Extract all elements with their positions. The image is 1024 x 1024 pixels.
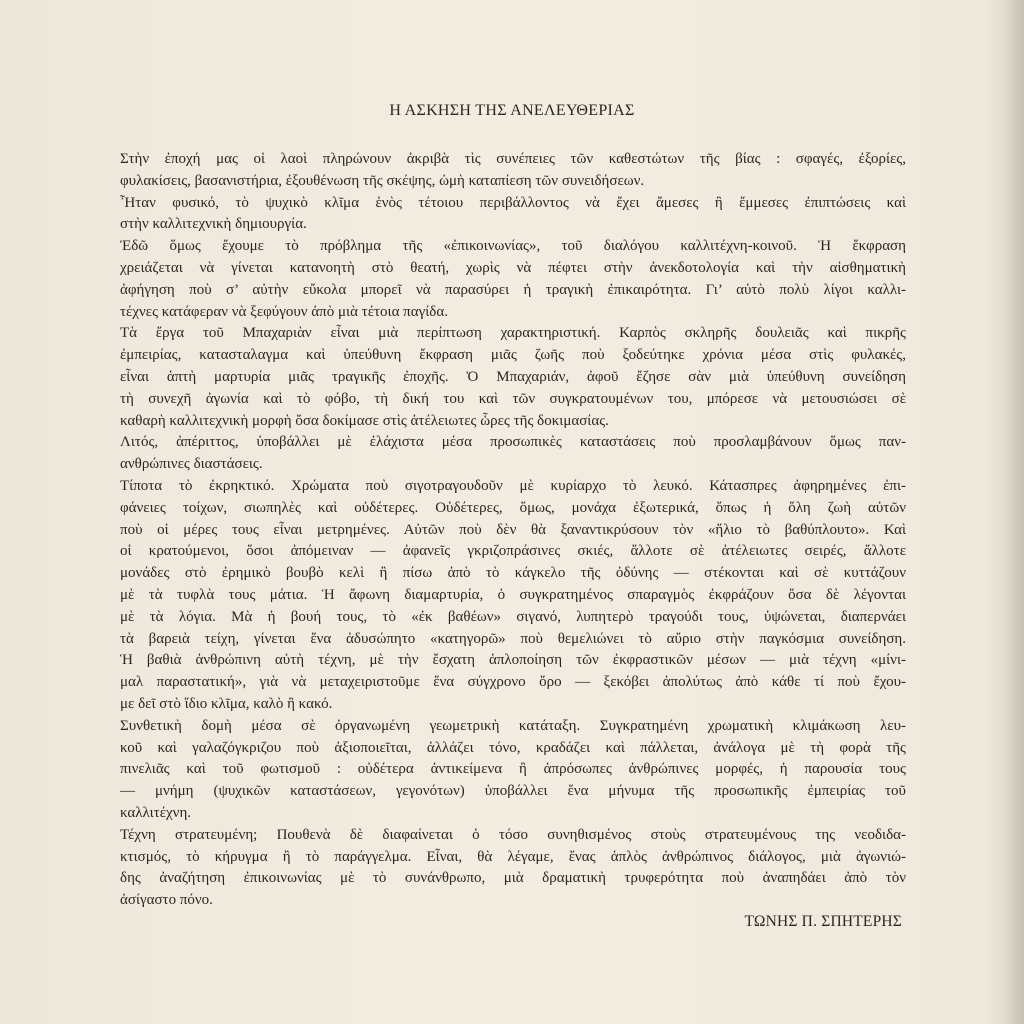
paragraph xyxy=(120,149,906,193)
paragraph xyxy=(120,825,906,912)
paragraph xyxy=(120,323,906,432)
text-line: εἶναι ἁπτὴ μαρτυρία μιᾶς τραγικῆς ἐποχῆς. Ὁ Μπαχαριάν, ἀφοῦ ἔζησε σὰν μιὰ ὑπεύθυνη συνείδηση xyxy=(120,368,906,385)
text-line: μαλ παραστατική», γιὰ νὰ μεταχειριστοῦμε ἕνα σύγχρονο ὅρο — ξεκόβει ἀπολύτως ἀπὸ κάθε τί ποὺ ἔχου- xyxy=(120,674,906,691)
text-line: ἐμπειρίας, κατασταλαγμα καὶ ὑπεύθυνη ἔκφραση μιᾶς ζωῆς ποὺ ξοδεύτηκε χρόνια μέσα στὶς φυλακές, xyxy=(120,347,906,364)
text-line: Τὰ ἔργα τοῦ Μπαχαριὰν εἶναι μιὰ περίπτωση χαρακτηριστική. Καρπὸς σκληρῆς δουλειᾶς καὶ πικρῆς xyxy=(120,325,906,342)
text-line: κοῦ καὶ γαλαζόγκριζου ποὺ ἀξιοποιεῖται, ἀλλάζει τόνο, κραδάζει καὶ πάλλεται, ἀνάλογα μὲ τὴ φορὰ τῆς xyxy=(120,739,906,756)
text-line: καθαρὴ καλλιτεχνικὴ μορφὴ ὅσα δοκίμασε στὶς ἀτέλειωτες ὧρες τῆς δοκιμασίας. xyxy=(120,412,609,429)
essay-title: Η ΑΣΚΗΣΗ ΤΗΣ ΑΝΕΛΕΥΘΕΡΙΑΣ xyxy=(389,102,635,119)
text-line: οἱ κρατούμενοι, ὅσοι ἀπόμειναν — ἀφανεῖς γκριζοπράσινες σκιές, ἄλλοτε σὲ ἀτέλειωτες σειρές, ἄλλοτε xyxy=(120,543,906,560)
essay-body xyxy=(120,149,906,912)
paragraph xyxy=(120,716,906,825)
text-line: δης ἀναζήτηση ἐπικοινωνίας μὲ τὸ συνάνθρωπο, μιὰ δραματικὴ τρυφερότητα ποὺ ἀναπηδάει ἀπὸ τὸν xyxy=(120,870,906,887)
text-line: πινελιᾶς καὶ τοῦ φωτισμοῦ : οὐδέτερα ἀντικείμενα ἢ ἀπρόσωπες ἀνθρώπινες μορφές, ἡ παρουσία τους xyxy=(120,761,906,778)
text-line: μονάδες στὸ ἐρημικὸ βουβὸ κελὶ ἢ πίσω ἀπὸ τὸ κάγκελο τῆς ὀδύνης — στέκονται καὶ σὲ κυττάζουν xyxy=(120,565,906,582)
paragraph xyxy=(120,236,906,323)
text-line: ποὺ οἱ μέρες τους εἶναι μετρημένες. Αὐτῶν ποὺ δὲν θὰ ξαναντικρύσουν τὸν «ἥλιο τὸ βαθύπλουτο». Καὶ xyxy=(120,521,906,538)
paragraph xyxy=(120,432,906,476)
text-line: Ἡ βαθιὰ ἀνθρώπινη αὐτὴ τέχνη, μὲ τὴν ἔσχατη ἁπλοποίηση τῶν ἐκφραστικῶν μέσων — μιὰ τέχνη «μίνι- xyxy=(120,652,906,669)
text-line: ἀφήγηση ποὺ σ’ αὐτὴν εὔκολα μπορεῖ νὰ παρασύρει ἡ τραγικὴ ἐπικαιρότητα. Γι’ αὐτὸ πολὺ λίγοι καλλι- xyxy=(120,281,906,298)
text-line: στὴν καλλιτεχνικὴ δημιουργία. xyxy=(120,216,307,233)
text-line: τὴ συνεχῆ ἀγωνία καὶ τὸ φόβο, τὴ δική του καὶ τῶν συγκρατουμένων του, μπόρεσε νὰ μετουσιώσει σὲ xyxy=(120,390,906,407)
text-line: Τίποτα τὸ ἐκρηκτικό. Χρώματα ποὺ σιγοτραγουδοῦν μὲ κυρίαρχο τὸ λευκό. Κάτασπρες ἀφηρημένες ἐπι- xyxy=(120,477,906,494)
paragraph xyxy=(120,476,906,716)
text-line: Ἐδῶ ὅμως ἔχουμε τὸ πρόβλημα τῆς «ἐπικοινωνίας», τοῦ διαλόγου καλλιτέχνη-κοινοῦ. Ἡ ἔκφραση xyxy=(120,238,906,255)
text-line: τέχνες κατάφεραν νὰ ξεφύγουν ἀπὸ μιὰ τέτοια παγίδα. xyxy=(120,303,448,320)
text-line: φυλακίσεις, βασανιστήρια, ἐξουθένωση τῆς σκέψης, ὠμὴ καταπίεση τῶν συνειδήσεων. xyxy=(120,172,645,189)
text-line: μὲ τὰ λόγια. Μὰ ἡ βουή τους, τὸ «ἐκ βαθέων» σιγανό, λυπητερὸ τραγούδι τους, ὑψώνεται, διαπερνάει xyxy=(120,608,906,625)
text-line: Στὴν ἐποχή μας οἱ λαοὶ πληρώνουν ἀκριβὰ τὶς συνέπειες τῶν καθεστώτων τῆς βίας : σφαγές, ἐξορίες, xyxy=(120,151,906,167)
text-line: τὰ βαρειὰ τείχη, γίνεται ἕνα ἀδυσώπητο «κατηγορῶ» ποὺ θεμελιώνει τὸ αὔριο στὴν παγκόσμια συνείδηση. xyxy=(120,630,906,647)
text-line: μὲ τὰ τυφλὰ τους μάτια. Ἡ ἄφωνη διαμαρτυρία, ὁ συγκρατημένος σπαραγμὸς ἐκφράζουν ὅσα δὲ λέγονται xyxy=(120,586,906,603)
author-signature: ΤΩΝΗΣ Π. ΣΠΗΤΕΡΗΣ xyxy=(744,913,902,930)
text-line: κτισμός, τὸ κήρυγμα ἢ τὸ παράγγελμα. Εἶναι, θὰ λέγαμε, ἕνας ἁπλὸς ἀνθρώπινος διάλογος, μιὰ ἀγωνιώ- xyxy=(120,848,906,865)
text-line: καλλιτέχνη. xyxy=(120,804,192,821)
text-line: Τέχνη στρατευμένη; Πουθενὰ δὲ διαφαίνεται ὁ τόσο συνηθισμένος στοὺς στρατευμένους της νεοδιδα- xyxy=(120,826,906,843)
text-line: με δεῖ στὸ ἴδιο κλῖμα, καλὸ ἢ κακό. xyxy=(120,695,333,712)
page-edge-shadow xyxy=(1002,0,1024,1024)
text-line: ἀσίγαστο πόνο. xyxy=(120,892,213,909)
text-line: χρειάζεται νὰ γίνεται κατανοητὴ στὸ θεατή, χωρὶς νὰ πέφτει στὴν ἀνεκδοτολογία καὶ τὴν αἰσθηματικὴ xyxy=(120,259,906,276)
text-line: — μνήμη (ψυχικῶν καταστάσεων, γεγονότων) ὑποβάλλει ἕνα μήνυμα τῆς προσωπικῆς ἐμπειρίας τοῦ xyxy=(120,783,906,800)
text-line: Ἦταν φυσικό, τὸ ψυχικὸ κλῖμα ἑνὸς τέτοιου περιβάλλοντος νὰ ἔχει ἄμεσες ἢ ἔμμεσες ἐπιπτώσεις καὶ xyxy=(120,194,906,211)
text-line: φάνειες τοίχων, σιωπηλὲς καὶ οὐδέτερες. Οὐδέτερες, ὅμως, μονάχα ἐξωτερικά, ὅπως ἡ ὅλη ζωὴ αὐτῶν xyxy=(120,499,906,516)
paragraph xyxy=(120,193,906,237)
text-line: ανθρώπινες διαστάσεις. xyxy=(120,456,263,473)
text-line: Λιτός, ἀπέριττος, ὑποβάλλει μὲ ἐλάχιστα μέσα προσωπικὲς καταστάσεις ποὺ προσλαμβάνουν ὅμως παν- xyxy=(120,434,906,451)
text-line: Συνθετικὴ δομὴ μέσα σὲ ὀργανωμένη γεωμετρικὴ κατάταξη. Συγκρατημένη χρωματικὴ κλιμάκωση λευ- xyxy=(120,717,906,734)
